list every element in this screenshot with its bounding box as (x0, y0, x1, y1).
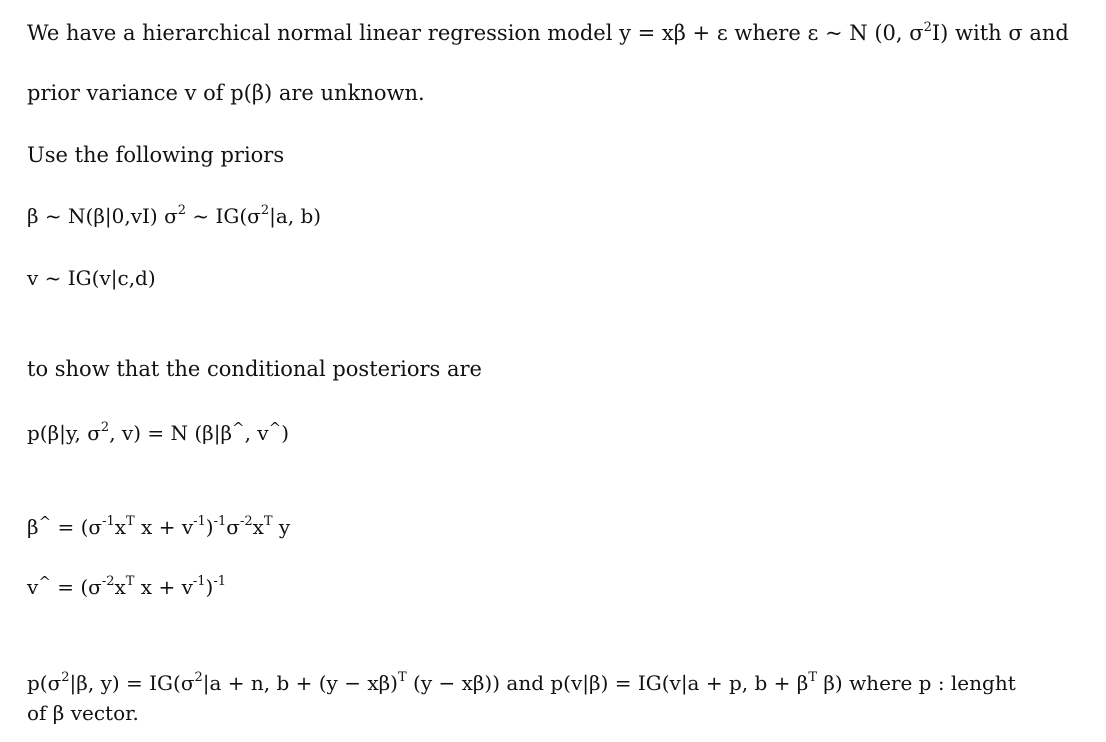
superscript: -2 (101, 574, 115, 589)
superscript: T (125, 574, 135, 589)
superscript: 2 (177, 203, 187, 218)
final-line-1 (27, 670, 1016, 696)
vhat-a: = (σ (50, 575, 102, 599)
vhat-symbol: v (27, 575, 39, 599)
paren: ) (205, 515, 214, 539)
vhat-line (27, 574, 226, 600)
posterior-beta-a: p(β|y, σ (27, 421, 101, 445)
intro-line-1 (27, 20, 1069, 46)
final-c: |a + n, b + (y − xβ) (202, 671, 398, 695)
final-e: β) where p : lenght (816, 671, 1016, 695)
prior-beta-b: ~ IG(σ (186, 204, 261, 228)
prior-beta-line (27, 203, 321, 229)
use-priors-line: Use the following priors (27, 143, 285, 167)
hat-mark: ^ (38, 573, 51, 591)
superscript: -2 (239, 514, 253, 529)
superscript: -1 (102, 514, 115, 529)
hat-mark: ^ (268, 419, 282, 437)
superscript: -1 (213, 574, 227, 589)
final-a: p(σ (27, 671, 62, 695)
intro-text-b: I) with σ and (931, 21, 1069, 45)
x-symbol: x (114, 515, 127, 539)
superscript: 2 (194, 670, 203, 685)
paren: ) (205, 575, 214, 599)
final-d: (y − xβ)) and p(v|β) = IG(v|a + p, b + β (406, 671, 809, 695)
betahat-symbol: β (27, 515, 39, 539)
superscript: -1 (192, 574, 206, 589)
betahat-b: x + v (134, 515, 194, 539)
superscript: 2 (260, 203, 270, 218)
x-symbol: x (252, 515, 264, 539)
prior-v-line: v ~ IG(v|c,d) (27, 266, 156, 290)
posterior-beta-b: , v) = N (β|β (109, 421, 233, 445)
posterior-beta-line (27, 420, 289, 446)
superscript: T (263, 514, 273, 529)
final-b: |β, y) = IG(σ (69, 671, 195, 695)
betahat-line (27, 514, 290, 540)
superscript: 2 (923, 20, 932, 35)
superscript: T (397, 670, 407, 685)
hat-mark: ^ (38, 513, 52, 531)
betahat-a: = (σ (51, 515, 103, 539)
prior-beta-a: β ~ N(β|0,vI) σ (27, 204, 178, 228)
superscript: T (126, 514, 135, 529)
intro-text-a: We have a hierarchical normal linear regression model y = xβ + ε where ε ~ N (0, σ (27, 21, 924, 45)
superscript: -1 (213, 514, 227, 529)
intro-line-2: prior variance v of p(β) are unknown. (27, 81, 425, 105)
vhat-b: x + v (134, 575, 193, 599)
prior-beta-c: |a, b) (269, 204, 322, 228)
final-line-2: of β vector. (27, 701, 139, 725)
superscript: T (808, 670, 817, 685)
show-text-line: to show that the conditional posteriors are (27, 357, 482, 381)
superscript: -1 (193, 514, 206, 529)
x-symbol: x (114, 575, 126, 599)
sigma-symbol: σ (226, 515, 240, 539)
posterior-beta-c: , v (244, 421, 269, 445)
posterior-beta-d: ) (281, 421, 289, 445)
y-symbol: y (272, 515, 291, 539)
superscript: 2 (61, 670, 70, 685)
hat-mark: ^ (232, 419, 245, 437)
superscript: 2 (100, 420, 110, 435)
